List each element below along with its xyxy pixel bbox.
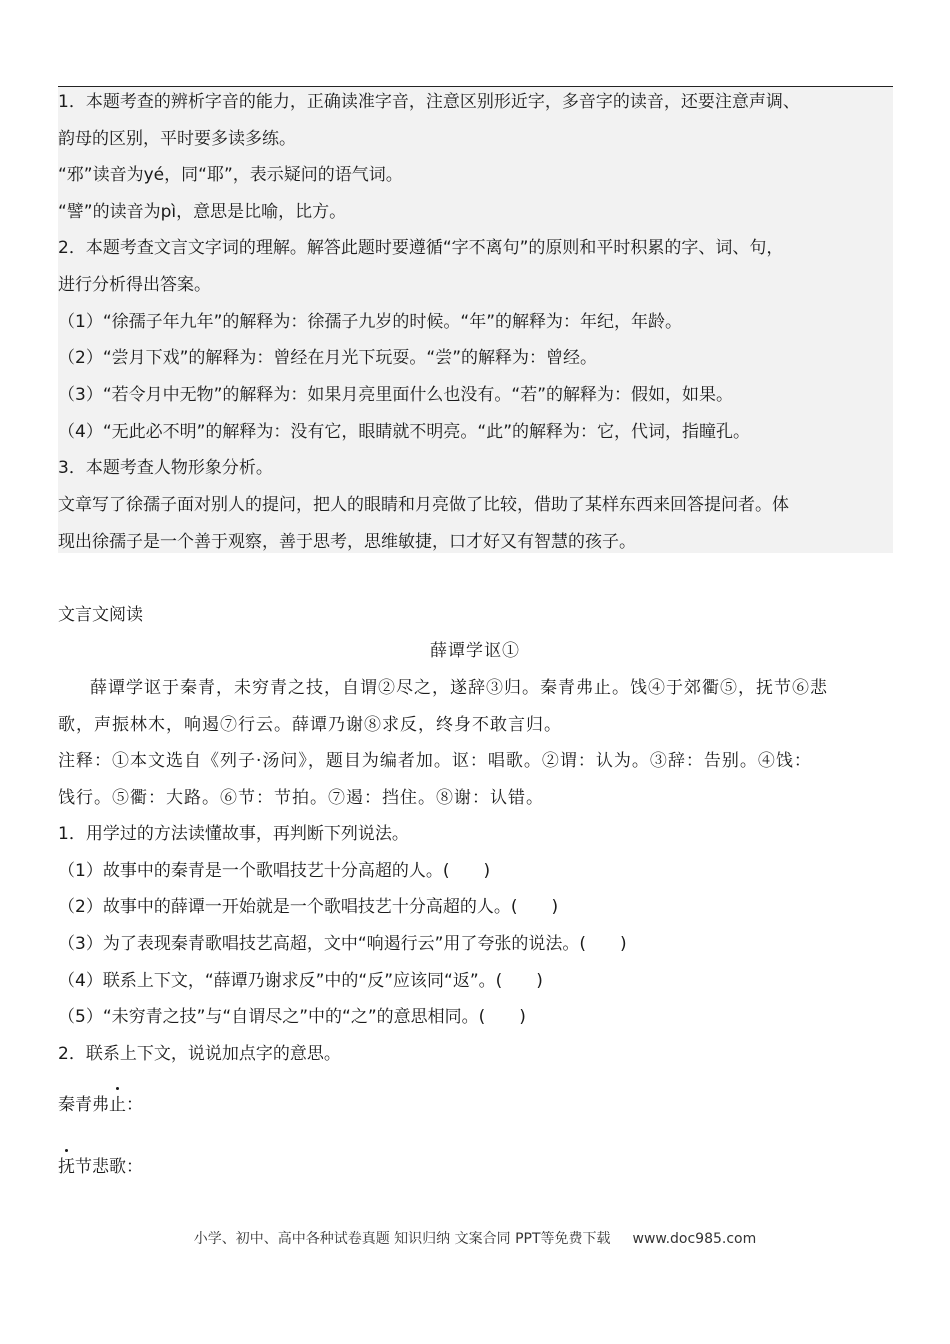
judgement-item: （2）故事中的薛谭一开始就是一个歌唱技艺十分高超的人。( ) — [58, 897, 559, 917]
answer-line: 文章写了徐孺子面对别人的提问，把人的眼睛和月亮做了比较，借助了某样东西来回答提问者。体 — [58, 495, 789, 515]
passage-note-line: 饯行。⑤衢：大路。⑥节：节拍。⑦遏：挡住。⑧谢：认错。 — [58, 788, 544, 808]
dotted-character: 抚 — [58, 1157, 75, 1177]
question-2-item — [58, 1094, 143, 1116]
answer-line: 1．本题考查的辨析字音的能力，正确读准字音，注意区别形近字，多音字的读音，还要注意声调、 — [58, 92, 800, 112]
item-suffix: 节悲歌： — [75, 1157, 143, 1177]
answer-line: 3．本题考查人物形象分析。 — [58, 458, 273, 478]
answer-line: （3）“若令月中无物”的解释为：如果月亮里面什么也没有。“若”的解释为：假如，如果。 — [58, 385, 734, 405]
answer-line: 韵母的区别，平时要多读多练。 — [58, 129, 296, 149]
passage-title: 薛谭学讴① — [430, 641, 520, 661]
question-1-title: 1．用学过的方法读懂故事，再判断下列说法。 — [58, 824, 409, 844]
judgement-item: （3）为了表现秦青歌唱技艺高超，文中“响遏行云”用了夸张的说法。( ) — [58, 934, 627, 954]
footer-text: 小学、初中、高中各种试卷真题 知识归纳 文案合同 PPT等免费下载 — [193, 1231, 611, 1247]
page-footer — [0, 1228, 950, 1248]
answer-line: 2．本题考查文言文字词的理解。解答此题时要遵循“字不离句”的原则和平时积累的字、词、句， — [58, 238, 784, 258]
passage-note-line: 注释：①本文选自《列子·汤问》，题目为编者加。讴：唱歌。②谓：认为。③辞：告别。④饯： — [58, 751, 812, 771]
section-heading: 文言文阅读 — [58, 605, 143, 625]
judgement-item: （5）“未穷青之技”与“自谓尽之”中的“之”的意思相同。( ) — [58, 1007, 526, 1027]
item-suffix: ： — [126, 1095, 143, 1115]
passage-body-line: 歌，声振林木，响遏⑦行云。薛谭乃谢⑧求反，终身不敢言归。 — [58, 715, 562, 735]
judgement-item: （1）故事中的秦青是一个歌唱技艺十分高超的人。( ) — [58, 861, 491, 881]
footer-url[interactable]: www.doc985.com — [632, 1231, 757, 1247]
dotted-character: 止 — [109, 1095, 126, 1115]
question-2-title: 2．联系上下文，说说加点字的意思。 — [58, 1044, 341, 1064]
item-prefix: 秦青弗 — [58, 1095, 109, 1115]
answer-line: （2）“尝月下戏”的解释为：曾经在月光下玩耍。“尝”的解释为：曾经。 — [58, 348, 598, 368]
answer-line: （4）“无此必不明”的解释为：没有它，眼睛就不明亮。“此”的解释为：它，代词，指瞳孔。 — [58, 422, 751, 442]
answer-line: “邪”读音为yé，同“耶”，表示疑问的语气词。 — [58, 165, 403, 185]
judgement-item: （4）联系上下文，“薛谭乃谢求反”中的“反”应该同“返”。( ) — [58, 971, 543, 991]
answer-line: 现出徐孺子是一个善于观察，善于思考，思维敏捷，口才好又有智慧的孩子。 — [58, 532, 636, 552]
answer-line: （1）“徐孺子年九年”的解释为：徐孺子九岁的时候。“年”的解释为：年纪，年龄。 — [58, 312, 683, 332]
answer-line: “譬”的读音为pì，意思是比喻，比方。 — [58, 202, 347, 222]
passage-body-line: 薛谭学讴于秦青，未穷青之技，自谓②尽之，遂辞③归。秦青弗止。饯④于郊衢⑤，抚节⑥悲 — [90, 678, 828, 698]
question-2-item — [58, 1156, 143, 1178]
answer-line: 进行分析得出答案。 — [58, 275, 211, 295]
